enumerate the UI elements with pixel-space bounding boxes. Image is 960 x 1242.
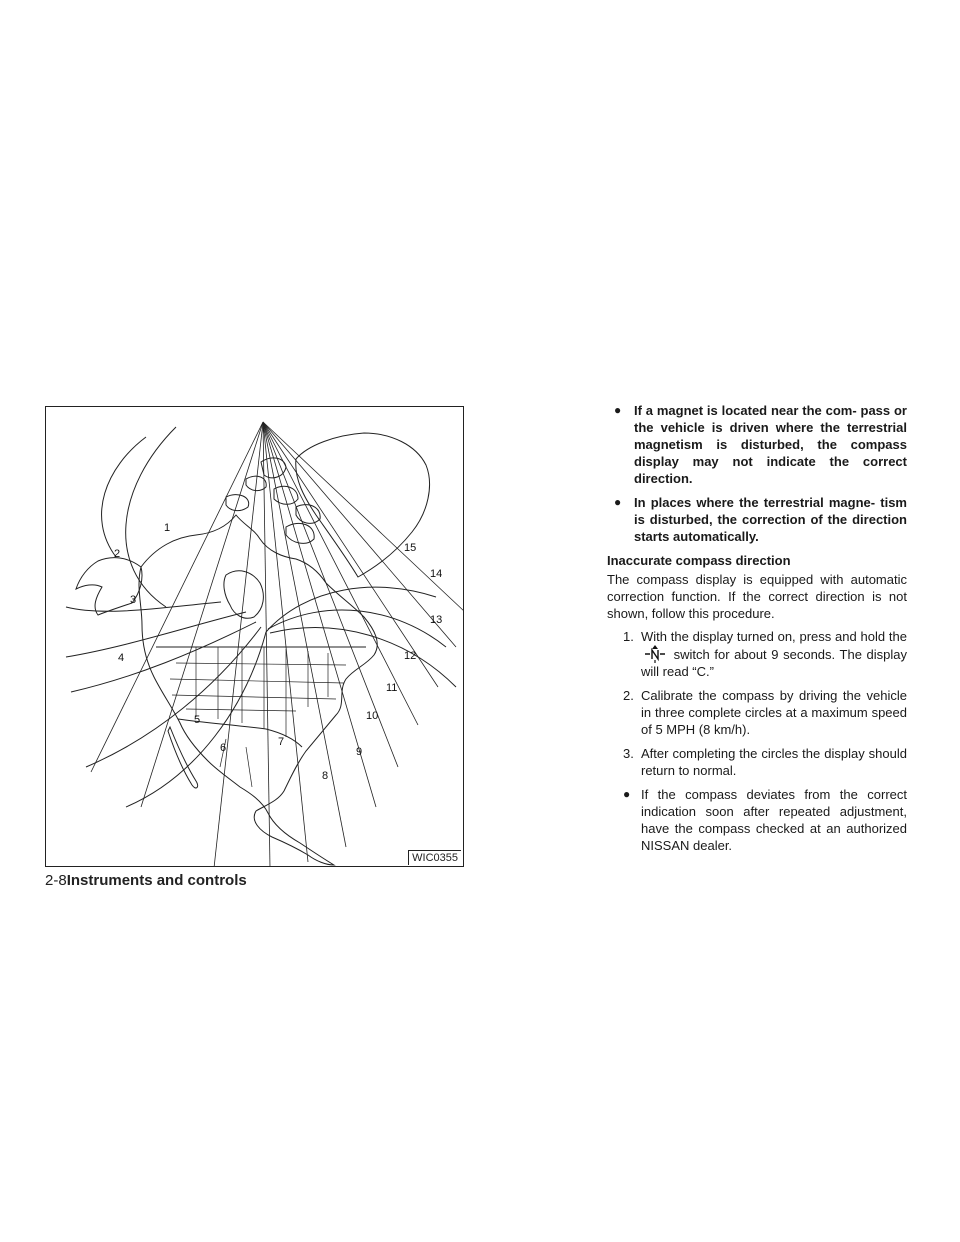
step-number: 1. <box>623 629 634 644</box>
warning-bullet <box>607 402 907 487</box>
step-text: Calibrate the compass by driving the vehicle in three complete circles at a maximum speed of 5 MPH (8 km/h). <box>641 688 907 737</box>
zone-label-15: 15 <box>404 542 417 554</box>
page-number: 2-8 <box>45 872 67 889</box>
step-text-before-icon: With the display turned on, press and hold the <box>641 629 907 644</box>
zone-label-5: 5 <box>194 714 201 726</box>
zone-label-4: 4 <box>118 652 125 664</box>
zone-label-12: 12 <box>404 650 417 662</box>
north-switch-icon <box>644 645 666 663</box>
zone-label-1: 1 <box>164 522 171 534</box>
arctic-islands <box>226 458 320 544</box>
bullet-dot-icon: ● <box>614 495 622 509</box>
step-item <box>607 745 907 779</box>
step-item <box>607 628 907 680</box>
zone-label-7: 7 <box>278 736 285 748</box>
warning-text: In places where the terrestrial magne- tism is disturbed, the correction of the direction starts automatically. <box>634 495 907 544</box>
zone-label-14: 14 <box>430 568 443 580</box>
step-number: 3. <box>623 746 634 761</box>
zone-label-13: 13 <box>430 614 443 626</box>
bullet-dot-icon: ● <box>614 403 622 417</box>
zone-label-9: 9 <box>356 746 363 758</box>
chapter-title: Instruments and controls <box>66 872 247 889</box>
zone-map-figure <box>45 406 464 867</box>
note-text: If the compass deviates from the correct indication soon after repeated adjustment, have the compass checked at an authorized NISSAN dealer. <box>641 787 907 853</box>
instruction-column <box>607 402 907 861</box>
north-america-zone-map <box>46 407 464 867</box>
zone-arcs <box>66 427 456 807</box>
greenland-outline <box>296 433 430 577</box>
page-footer <box>45 872 247 889</box>
zone-label-2: 2 <box>114 548 121 560</box>
zone-label-10: 10 <box>366 710 379 722</box>
section-intro: The compass display is equipped with automatic correction function. If the correct direction is not shown, follow this procedure. <box>607 572 907 621</box>
bullet-dot-icon: ● <box>623 787 631 801</box>
warning-text: If a magnet is located near the com- pass or the vehicle is driven where the terrestrial magnetism is disturbed, the compass display may not indicate the correct direction. <box>634 403 907 486</box>
section-heading: Inaccurate compass direction <box>607 553 791 568</box>
step-number: 2. <box>623 688 634 703</box>
zone-label-11: 11 <box>386 682 398 694</box>
step-text-after-icon: switch for about 9 seconds. The display will read “C.” <box>641 647 907 679</box>
figure-code: WIC0355 <box>408 850 461 865</box>
zone-label-8: 8 <box>322 770 329 782</box>
note-bullet <box>607 786 907 854</box>
step-item <box>607 687 907 738</box>
zone-label-3: 3 <box>130 594 137 606</box>
warning-bullet <box>607 494 907 545</box>
isogonic-lines <box>91 422 464 867</box>
step-text: After completing the circles the display should return to normal. <box>641 746 907 778</box>
zone-label-6: 6 <box>220 742 227 754</box>
